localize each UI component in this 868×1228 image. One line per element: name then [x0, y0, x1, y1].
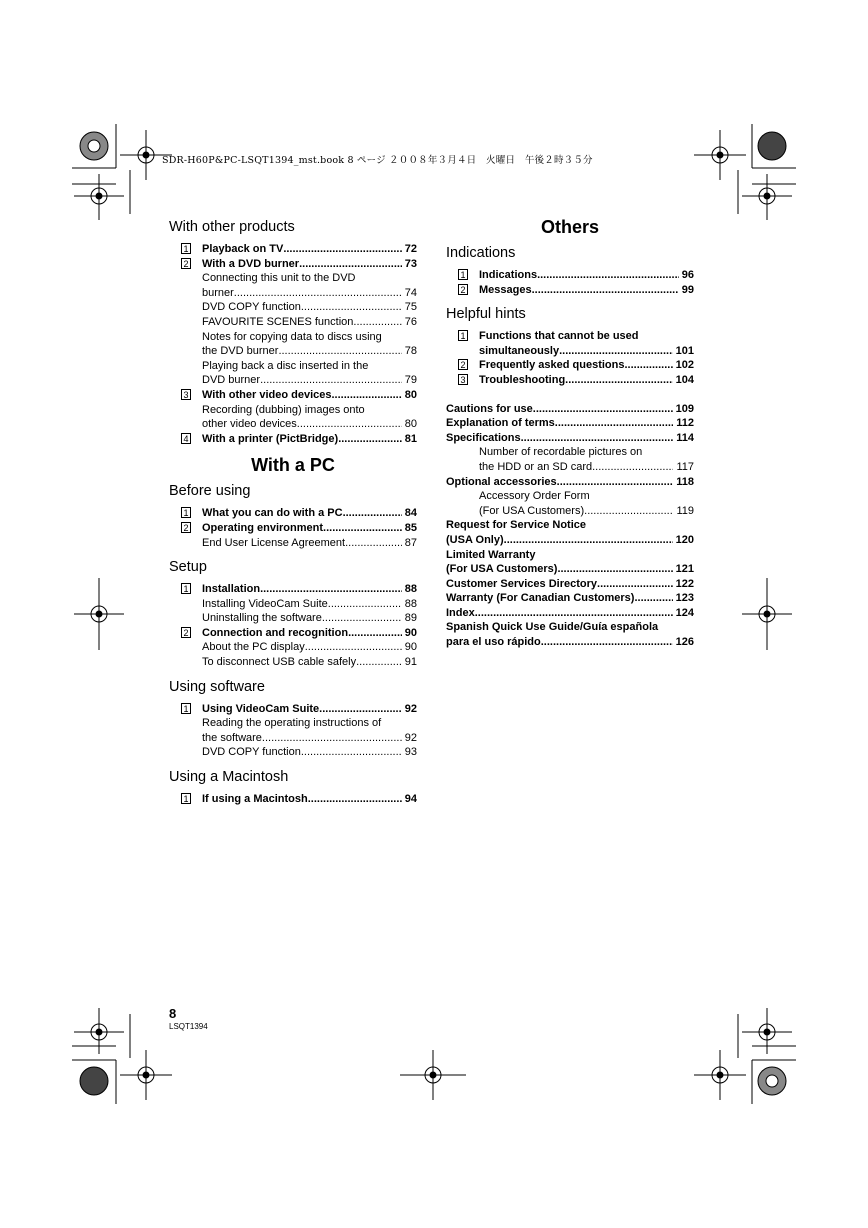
toc-entry[interactable] [446, 373, 694, 388]
leader-dots [308, 792, 402, 807]
chapter-heading: With a PC [251, 455, 335, 476]
leader-dots [305, 640, 402, 655]
subentry-label: DVD COPY function [202, 301, 301, 314]
entry-page: 112 [676, 417, 694, 430]
subentry-line[interactable] [202, 417, 417, 432]
entry-line[interactable] [202, 257, 417, 272]
subentry-page: 87 [404, 536, 417, 549]
chapter-number-box: 4 [181, 433, 191, 444]
entry-body [202, 506, 417, 521]
subentry-label: FAVOURITE SCENES function [202, 315, 354, 328]
chapter-number-box: 2 [458, 284, 468, 295]
subentry-line[interactable] [202, 300, 417, 315]
leader-dots [262, 731, 402, 746]
leader-dots [319, 702, 402, 717]
subentry-line[interactable] [479, 504, 694, 519]
entry-line[interactable] [479, 268, 694, 283]
entry-title-first: Limited Warranty [446, 548, 536, 561]
toc-entry[interactable] [446, 577, 694, 592]
entry-line[interactable] [446, 577, 694, 592]
toc-group [169, 702, 417, 760]
entry-line[interactable] [202, 242, 417, 257]
entry-label: What you can do with a PC [202, 507, 343, 520]
entry-body [202, 626, 417, 670]
entry-label: Customer Services Directory [446, 577, 598, 590]
subentry-line[interactable] [202, 745, 417, 760]
subentry-text: Recording (dubbing) images onto [202, 403, 365, 416]
entry-body [479, 373, 694, 388]
section-heading: Before using [169, 483, 251, 500]
toc-entry[interactable] [169, 257, 417, 388]
toc-subentry[interactable] [446, 445, 694, 474]
entry-label: Operating environment [202, 521, 324, 534]
chapter-number-box: 1 [181, 583, 191, 594]
chapter-number-box: 2 [181, 627, 191, 638]
chapter-number-box: 1 [458, 269, 468, 280]
leader-dots [356, 655, 402, 670]
leader-dots [260, 373, 402, 388]
entry-line[interactable] [446, 475, 694, 490]
leader-dots [301, 745, 402, 760]
subentry-page: 89 [404, 612, 417, 625]
entry-label: Index [446, 606, 475, 619]
subentry-line[interactable] [202, 731, 417, 746]
entry-page: 96 [681, 269, 694, 281]
leader-dots [557, 475, 674, 490]
toc-entry[interactable] [169, 432, 417, 447]
toc-entry[interactable] [446, 548, 694, 577]
left-column [169, 218, 417, 807]
toc-subentry[interactable] [202, 300, 417, 315]
leader-dots [353, 315, 401, 330]
entry-line[interactable] [202, 506, 417, 521]
subentry-label: the software [202, 731, 262, 744]
entry-page: 94 [404, 793, 417, 806]
subentry-label: End User License Agreement [202, 536, 346, 549]
subentry-label: the HDD or an SD card [479, 460, 593, 473]
subentry-page: 91 [404, 656, 417, 669]
chapter-number-box: 1 [181, 243, 191, 254]
entry-body [202, 582, 417, 626]
toc-subentry[interactable] [202, 716, 417, 745]
leader-dots [301, 300, 402, 315]
leader-dots [328, 597, 402, 612]
leader-dots [557, 562, 672, 577]
toc-group [169, 582, 417, 670]
leader-dots [322, 611, 402, 626]
subentry-page: 90 [404, 641, 417, 654]
toc-group [446, 329, 694, 387]
page-number: 8 [169, 1006, 177, 1021]
subentry-line[interactable] [202, 597, 417, 612]
toc-subentry[interactable] [446, 489, 694, 518]
toc-entry[interactable] [446, 283, 694, 298]
leader-dots [234, 286, 402, 301]
toc-entry[interactable] [446, 268, 694, 283]
entry-body [202, 257, 417, 388]
subentry-page: 117 [676, 460, 694, 473]
right-column [446, 218, 694, 650]
entry-page: 85 [404, 521, 417, 534]
entry-label: Installation [202, 583, 261, 596]
leader-dots [537, 268, 679, 283]
entry-line[interactable] [446, 562, 694, 577]
entry-page: 84 [404, 507, 417, 520]
chapter-number-box: 2 [458, 359, 468, 370]
toc-subentry[interactable] [202, 597, 417, 612]
entry-page: 104 [675, 373, 694, 386]
entry-label: Using VideoCam Suite [202, 702, 320, 715]
entry-label: With a printer (PictBridge) [202, 432, 339, 445]
entry-label: Frequently asked questions [479, 359, 625, 372]
toc-subentry[interactable] [202, 536, 417, 551]
toc-entry[interactable] [169, 521, 417, 550]
entry-page: 80 [404, 388, 417, 401]
subentry-page: 79 [404, 374, 417, 387]
entry-title-first: Functions that cannot be used [479, 330, 639, 343]
leader-dots [260, 582, 402, 597]
chapter-number-box: 3 [181, 389, 191, 400]
toc-entry[interactable] [169, 792, 417, 807]
section-heading: Using software [169, 678, 265, 695]
entry-line[interactable] [202, 792, 417, 807]
toc-entry[interactable] [446, 358, 694, 373]
entry-body [202, 242, 417, 257]
entry-line[interactable] [202, 626, 417, 641]
entry-label: Messages [479, 283, 532, 296]
entry-page: 81 [404, 432, 417, 445]
toc-entry[interactable] [446, 402, 694, 417]
leader-dots [323, 521, 402, 536]
subentry-line[interactable] [202, 373, 417, 388]
subentry-text: Playing back a disc inserted in the [202, 359, 369, 372]
entry-line[interactable] [202, 432, 417, 447]
entry-line[interactable] [446, 402, 694, 417]
toc-entry[interactable] [169, 582, 417, 626]
toc-entry[interactable] [169, 242, 417, 257]
entry-page: 123 [675, 592, 694, 605]
chapter-number-box: 1 [181, 793, 191, 804]
entry-line[interactable] [446, 416, 694, 431]
entry-page: 126 [675, 636, 694, 649]
subentry-text: Accessory Order Form [479, 490, 590, 503]
entry-page: 92 [404, 702, 417, 715]
entry-page: 120 [675, 533, 694, 546]
entry-page: 102 [675, 359, 694, 372]
leader-dots [299, 257, 402, 272]
entry-label: If using a Macintosh [202, 793, 308, 806]
toc-subentry[interactable] [202, 611, 417, 626]
entry-label: (USA Only) [446, 533, 504, 546]
entry-label: With a DVD burner [202, 257, 300, 270]
entry-page: 99 [681, 283, 694, 296]
toc-entry[interactable] [446, 591, 694, 606]
entry-title-first: Request for Service Notice [446, 519, 586, 532]
entry-label: Connection and recognition [202, 626, 349, 639]
entry-body [479, 329, 694, 358]
section-heading: Using a Macintosh [169, 769, 289, 786]
toc-entry[interactable] [446, 518, 694, 547]
entry-line[interactable] [202, 582, 417, 597]
entry-label: Cautions for use [446, 402, 533, 415]
subentry-label: the DVD burner [202, 345, 279, 358]
subentry-label: About the PC display [202, 641, 305, 654]
entry-line[interactable] [446, 635, 694, 650]
toc-entry[interactable] [169, 702, 417, 760]
chapter-number-box: 1 [181, 507, 191, 518]
toc-subentry[interactable] [202, 745, 417, 760]
toc-subentry[interactable] [202, 359, 417, 388]
entry-page: 90 [404, 626, 417, 639]
entry-label: Warranty (For Canadian Customers) [446, 592, 635, 605]
leader-dots [521, 431, 674, 446]
entry-line[interactable] [479, 344, 694, 359]
entry-line[interactable] [202, 388, 417, 403]
toc-subentry[interactable] [202, 330, 417, 359]
toc-group [169, 506, 417, 550]
leader-dots [283, 242, 401, 257]
entry-page: 114 [676, 431, 694, 444]
entry-label: para el uso rápido [446, 636, 541, 649]
section-heading: Helpful hints [446, 306, 526, 323]
section-heading: With other products [169, 219, 295, 235]
entry-label: Playback on TV [202, 243, 284, 255]
entry-body [202, 702, 417, 760]
toc-group [169, 242, 417, 446]
entry-label: Optional accessories [446, 475, 557, 488]
toc-subentry[interactable] [202, 271, 417, 300]
subentry-line[interactable] [479, 460, 694, 475]
subentry-line[interactable] [202, 536, 417, 551]
subentry-text: Connecting this unit to the DVD [202, 272, 356, 285]
subentry-page: 80 [404, 418, 417, 431]
entry-page: 121 [675, 563, 694, 576]
subentry-page: 119 [676, 504, 694, 517]
entry-line[interactable] [479, 283, 694, 298]
leader-dots [634, 591, 672, 606]
toc-subentry[interactable] [202, 640, 417, 655]
entry-body [479, 283, 694, 298]
chapter-heading: Others [540, 217, 600, 237]
leader-dots [297, 417, 402, 432]
leader-dots [592, 460, 673, 475]
leader-dots [532, 283, 679, 298]
chapter-number-box: 3 [458, 374, 468, 385]
entry-label: Explanation of terms [446, 417, 555, 430]
subentry-label: burner [202, 286, 234, 299]
subentry-page: 74 [404, 286, 417, 299]
subentry-page: 76 [404, 315, 417, 328]
toc-entry[interactable] [446, 606, 694, 621]
toc-entry[interactable] [446, 431, 694, 475]
leader-dots [343, 506, 402, 521]
entry-label: simultaneously [479, 344, 560, 357]
toc-group [446, 268, 694, 297]
entry-page: 122 [675, 577, 694, 590]
entry-label: Troubleshooting [479, 373, 566, 386]
leader-dots [533, 402, 673, 417]
subentry-line[interactable] [202, 315, 417, 330]
toc-plain-group [446, 402, 694, 650]
subentry-line[interactable] [202, 611, 417, 626]
leader-dots [624, 358, 672, 373]
subentry-label: Uninstalling the software [202, 612, 322, 625]
chapter-number-box: 1 [181, 703, 191, 714]
entry-label: Indications [479, 269, 538, 281]
toc-entry[interactable] [169, 388, 417, 432]
entry-page: 88 [404, 583, 417, 596]
subentry-label: To disconnect USB cable safely [202, 656, 357, 669]
toc-entry[interactable] [169, 506, 417, 521]
leader-dots [338, 432, 402, 447]
entry-body [202, 432, 417, 447]
subentry-text: Number of recordable pictures on [479, 446, 643, 459]
subentry-label: other video devices [202, 418, 297, 431]
leader-dots [345, 536, 402, 551]
section-heading: Setup [169, 559, 207, 576]
subentry-line[interactable] [202, 286, 417, 301]
entry-line[interactable] [446, 533, 694, 548]
entry-body [479, 358, 694, 373]
subentry-text: Notes for copying data to discs using [202, 330, 382, 343]
entry-body [202, 521, 417, 550]
subentry-page: 88 [404, 597, 417, 610]
chapter-number-box: 1 [458, 330, 468, 341]
toc-entry[interactable] [446, 620, 694, 649]
entry-line[interactable] [202, 521, 417, 536]
subentry-line[interactable] [202, 640, 417, 655]
leader-dots [555, 416, 673, 431]
entry-line[interactable] [479, 373, 694, 388]
toc-subentry[interactable] [202, 315, 417, 330]
entry-line[interactable] [202, 702, 417, 717]
entry-page: 124 [675, 606, 694, 619]
leader-dots [541, 635, 673, 650]
toc-entry[interactable] [446, 475, 694, 519]
chapter-number-box: 2 [181, 258, 191, 269]
subentry-page: 75 [404, 301, 417, 314]
leader-dots [559, 344, 673, 359]
leader-dots [504, 533, 673, 548]
entry-line[interactable] [446, 606, 694, 621]
entry-page: 73 [404, 257, 417, 270]
entry-page: 118 [676, 475, 694, 488]
subentry-label: (For USA Customers) [479, 504, 585, 517]
leader-dots [475, 606, 673, 621]
entry-body [202, 792, 417, 807]
entry-page: 109 [675, 402, 694, 415]
leader-dots [584, 504, 673, 519]
entry-title-first: Spanish Quick Use Guide/Guía española [446, 621, 659, 634]
leader-dots [565, 373, 672, 388]
leader-dots [348, 626, 402, 641]
chapter-number-box: 2 [181, 522, 191, 533]
subentry-label: DVD COPY function [202, 746, 301, 759]
subentry-label: Installing VideoCam Suite [202, 597, 328, 610]
subentry-page: 93 [404, 746, 417, 759]
entry-body [479, 268, 694, 283]
entry-line[interactable] [446, 431, 694, 446]
subentry-page: 92 [404, 731, 417, 744]
toc-entry[interactable] [446, 329, 694, 358]
toc-entry[interactable] [169, 626, 417, 670]
section-heading: Indications [446, 245, 516, 261]
entry-page: 72 [404, 243, 417, 255]
document-code: LSQT1394 [169, 1022, 208, 1031]
subentry-label: DVD burner [202, 374, 261, 387]
entry-label: (For USA Customers) [446, 563, 558, 576]
leader-dots [332, 388, 402, 403]
toc-entry[interactable] [446, 416, 694, 431]
entry-line[interactable] [479, 358, 694, 373]
toc-subentry[interactable] [202, 403, 417, 432]
entry-label: Specifications [446, 431, 521, 444]
print-header-line: SDR-H60P&PC-LSQT1394_mst.book 8 ページ ２００８年３月４日 火曜日 午後２時３５分 [162, 155, 593, 166]
subentry-line[interactable] [202, 655, 417, 670]
toc-subentry[interactable] [202, 655, 417, 670]
subentry-line[interactable] [202, 344, 417, 359]
leader-dots [597, 577, 673, 592]
subentry-page: 78 [404, 345, 417, 358]
entry-body [202, 388, 417, 432]
leader-dots [278, 344, 401, 359]
toc-group [169, 792, 417, 807]
entry-line[interactable] [446, 591, 694, 606]
subentry-text: Reading the operating instructions of [202, 717, 382, 730]
entry-page: 101 [675, 344, 694, 357]
entry-label: With other video devices [202, 388, 332, 401]
